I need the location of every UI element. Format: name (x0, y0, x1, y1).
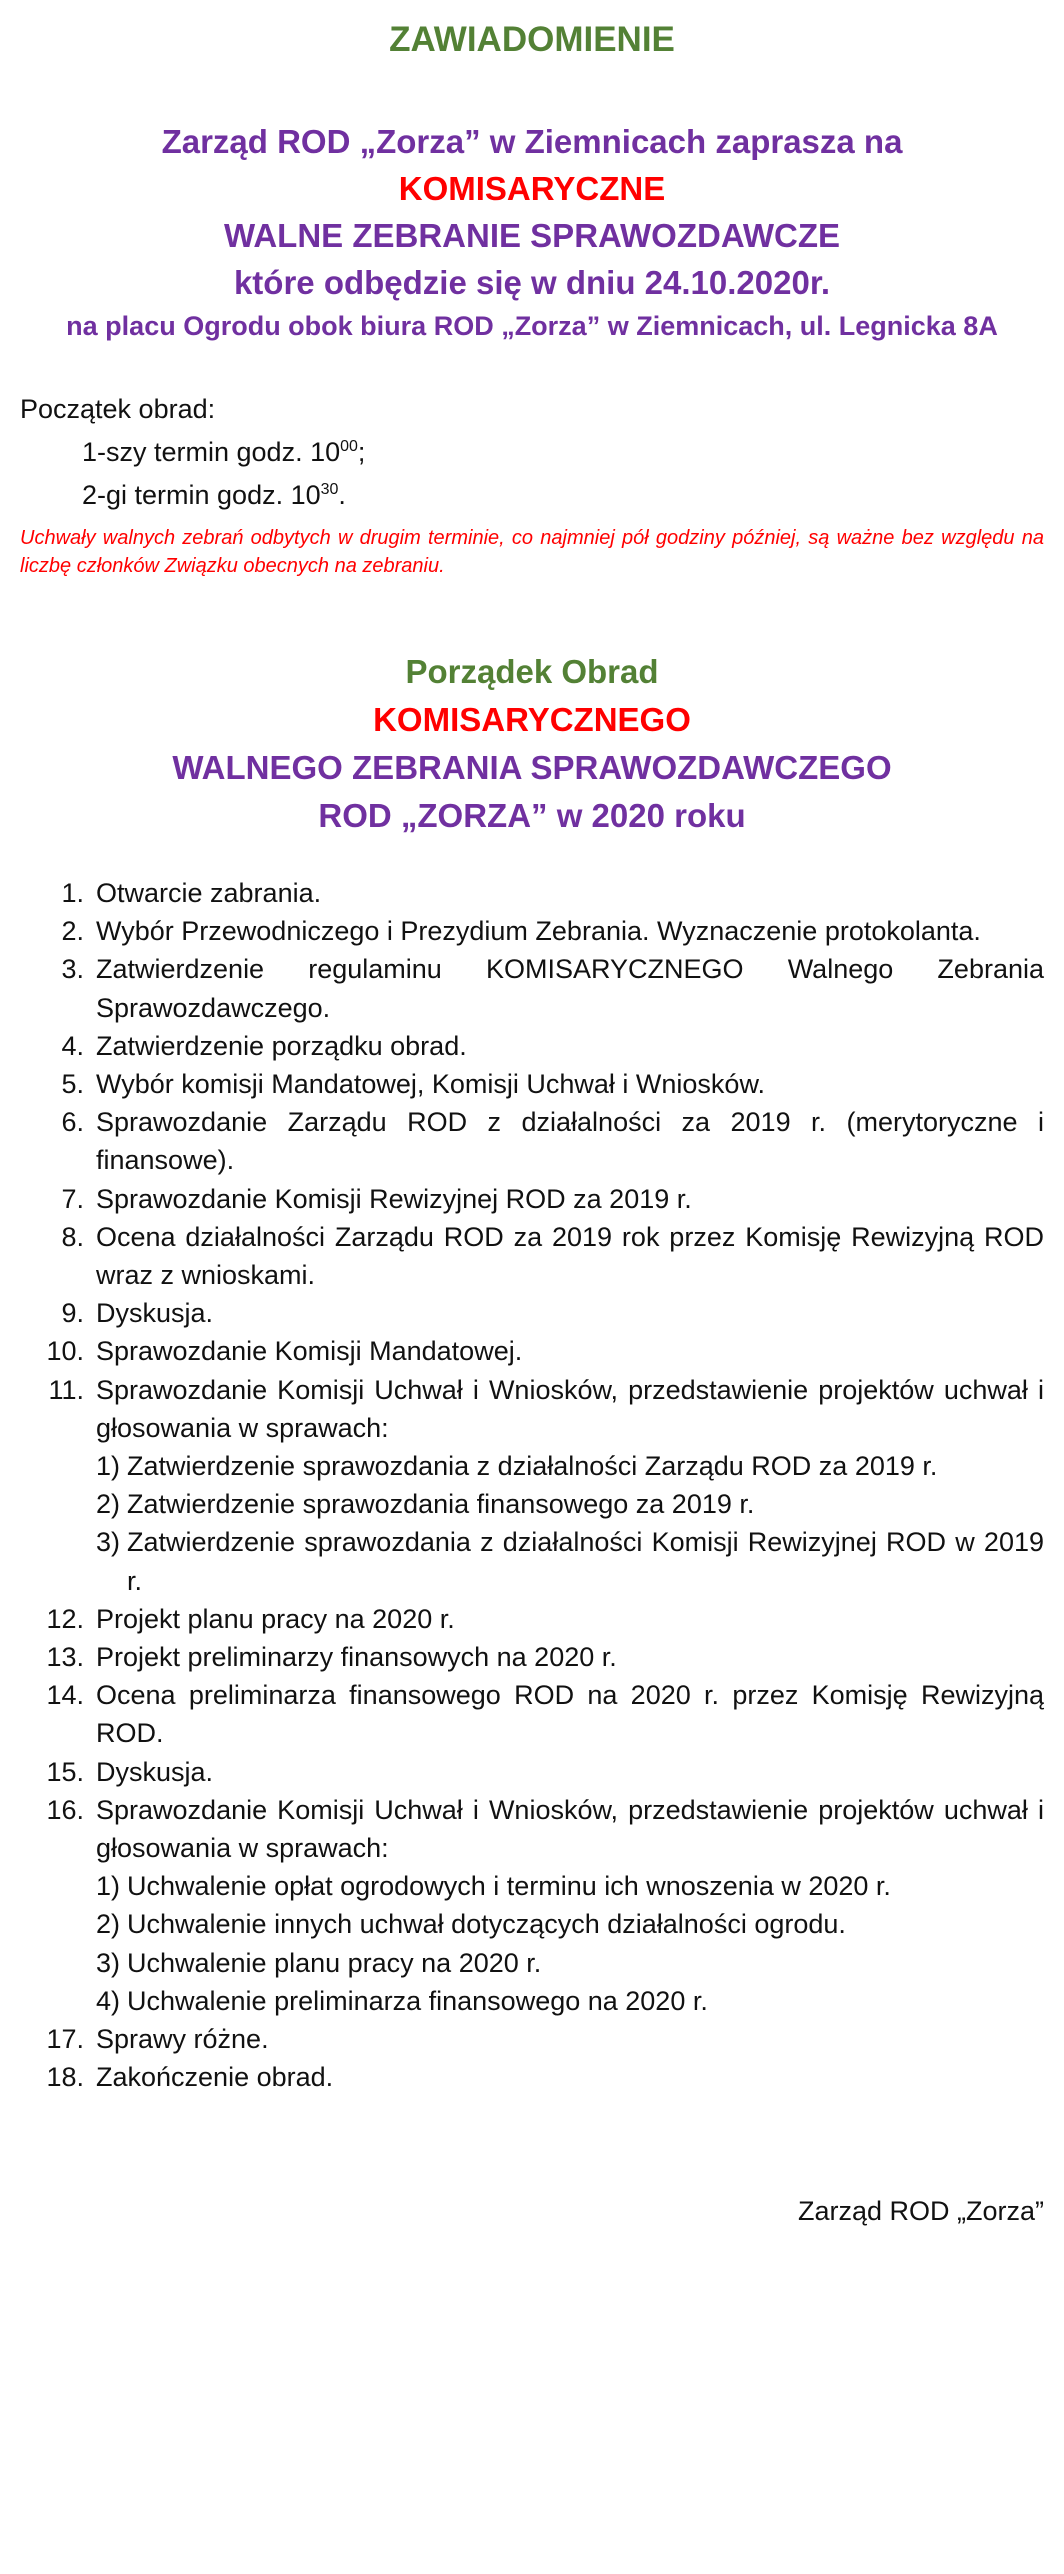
agenda-item-text: Wybór Przewodniczego i Prezydium Zebrania. Wyznaczenie protokolanta. (96, 916, 981, 947)
agenda-item (20, 1791, 1044, 2020)
agenda-item (20, 1371, 1044, 1600)
agenda-komisarycznego: KOMISARYCZNEGO (373, 701, 691, 738)
agenda-subitem-number: 1) (96, 1871, 121, 1902)
agenda-item-number: 6. (61, 1107, 84, 1138)
agenda-item (20, 2058, 1044, 2096)
agenda-meeting-name: WALNEGO ZEBRANIA SPRAWOZDAWCZEGO (172, 749, 892, 786)
agenda-item-number: 8. (61, 1221, 84, 1252)
agenda-subitem (96, 1485, 1044, 1523)
agenda-subitem-number: 4) (96, 1985, 121, 2016)
agenda-item-number: 13. (46, 1642, 84, 1673)
agenda-subitem (96, 1944, 1044, 1982)
first-term-minutes: 00 (340, 438, 358, 455)
quorum-note: Uchwały walnych zebrań odbytych w drugim terminie, co najmniej pół godziny później, są ważne bez względu na liczbę członków Związku obecnych na zebraniu. (20, 527, 1044, 577)
agenda-item-number: 7. (61, 1183, 84, 1214)
agenda-item (20, 1332, 1044, 1370)
start-label: Początek obrad: (20, 394, 216, 424)
agenda-subitem (96, 1523, 1044, 1599)
agenda-subitem-number: 3) (96, 1527, 121, 1558)
agenda-item-number: 1. (61, 878, 84, 908)
invite-line: Zarząd ROD „Zorza” w Ziemnicach zaprasza na (161, 123, 903, 160)
meeting-date: które odbędzie się w dniu 24.10.2020r. (233, 264, 831, 301)
agenda-item-text: Sprawozdanie Komisji Uchwał i Wniosków, przedstawienie projektów uchwał i głosowania w sprawach: (96, 1794, 1044, 1864)
agenda-item-text: Dyskusja. (96, 1756, 214, 1787)
agenda-item-number: 2. (61, 916, 84, 947)
meeting-location: na placu Ogrodu obok biura ROD „Zorza” w Ziemnicach, ul. Legnicka 8A (66, 311, 998, 341)
agenda-item (20, 874, 1044, 912)
agenda-item (20, 950, 1044, 1026)
second-term-end: . (338, 480, 346, 510)
agenda-item-text: Sprawozdanie Komisji Mandatowej. (96, 1336, 523, 1367)
agenda-subitem-number: 2) (96, 1489, 121, 1520)
agenda-item (20, 1676, 1044, 1752)
agenda-sublist (96, 1447, 1044, 1600)
agenda-subitem-number: 2) (96, 1909, 121, 1940)
agenda-subitem-text: Uchwalenie planu pracy na 2020 r. (127, 1947, 542, 1978)
agenda-item-number: 15. (46, 1756, 84, 1787)
agenda-subitem-text: Zatwierdzenie sprawozdania finansowego za 2019 r. (127, 1489, 755, 1520)
agenda-item (20, 1294, 1044, 1332)
agenda-subitem-number: 3) (96, 1947, 121, 1978)
start-section (20, 390, 1044, 514)
agenda-item-text: Sprawozdanie Komisji Rewizyjnej ROD za 2019 r. (96, 1183, 692, 1214)
agenda-list (20, 874, 1044, 2097)
agenda-subitem-text: Uchwalenie preliminarza finansowego na 2020 r. (127, 1985, 708, 2016)
agenda-title: Porządek Obrad (405, 653, 659, 690)
agenda-item-text: Wybór komisji Mandatowej, Komisji Uchwał i Wniosków. (96, 1069, 765, 1100)
meeting-name: WALNE ZEBRANIE SPRAWOZDAWCZE (224, 217, 840, 254)
agenda-item (20, 1600, 1044, 1638)
agenda-item-text: Projekt planu pracy na 2020 r. (96, 1603, 455, 1634)
agenda-item-number: 3. (61, 954, 84, 985)
agenda-item-number: 4. (61, 1030, 84, 1061)
agenda-subitem-text: Uchwalenie innych uchwał dotyczących działalności ogrodu. (127, 1909, 846, 1940)
agenda-subitem (96, 1867, 1044, 1905)
agenda-item (20, 2020, 1044, 2058)
agenda-item-text: Sprawozdanie Zarządu ROD z działalności za 2019 r. (merytoryczne i finansowe). (96, 1107, 1044, 1176)
agenda-item (20, 1753, 1044, 1791)
signature: Zarząd ROD „Zorza” (797, 2196, 1044, 2226)
agenda-subitem-number: 1) (96, 1451, 121, 1482)
second-term-text: 2-gi termin godz. 10 (82, 480, 321, 510)
agenda-item (20, 1027, 1044, 1065)
agenda-subitem-text: Zatwierdzenie sprawozdania z działalności Komisji Rewizyjnej ROD w 2019 r. (127, 1527, 1044, 1596)
agenda-item-text: Dyskusja. (96, 1298, 214, 1329)
second-term-minutes: 30 (320, 481, 339, 498)
agenda-item (20, 1180, 1044, 1218)
agenda-subitem (96, 1982, 1044, 2020)
agenda-item-text: Ocena preliminarza finansowego ROD na 2020 r. przez Komisję Rewizyjną ROD. (96, 1680, 1044, 1749)
document-page (0, 14, 1064, 2574)
agenda-item-text: Zatwierdzenie regulaminu KOMISARYCZNEGO Walnego Zebrania Sprawozdawczego. (96, 954, 1044, 1023)
komisaryczne-label: KOMISARYCZNE (398, 170, 666, 207)
agenda-item (20, 1638, 1044, 1676)
agenda-item-number: 9. (61, 1298, 84, 1329)
agenda-item (20, 1218, 1044, 1294)
agenda-item-number: 12. (46, 1603, 84, 1634)
notice-title: ZAWIADOMIENIE (389, 20, 675, 59)
agenda-item-text: Otwarcie zabrania. (96, 878, 322, 908)
first-term-end: ; (357, 437, 366, 467)
agenda-item-number: 11. (48, 1374, 84, 1405)
agenda-item-text: Ocena działalności Zarządu ROD za 2019 rok przez Komisję Rewizyjną ROD wraz z wnioskami. (96, 1221, 1044, 1291)
agenda-item-number: 14. (46, 1680, 84, 1711)
agenda-item-number: 18. (46, 2062, 84, 2093)
agenda-item (20, 912, 1044, 950)
agenda-item-text: Zatwierdzenie porządku obrad. (96, 1030, 467, 1061)
agenda-header (20, 648, 1044, 840)
agenda-item-number: 10. (46, 1336, 84, 1367)
second-term (20, 471, 1044, 514)
agenda-subitem-text: Zatwierdzenie sprawozdania z działalności Zarządu ROD za 2019 r. (127, 1451, 938, 1482)
agenda-subitem (96, 1905, 1044, 1943)
agenda-item-number: 17. (46, 2024, 84, 2055)
agenda-item-text: Sprawy różne. (96, 2024, 269, 2055)
agenda-subtitle: ROD „ZORZA” w 2020 roku (318, 797, 746, 834)
first-term (20, 428, 1044, 471)
agenda-item (20, 1065, 1044, 1103)
agenda-item-text: Projekt preliminarzy finansowych na 2020 r. (96, 1642, 617, 1673)
agenda-item-text: Zakończenie obrad. (96, 2062, 334, 2093)
agenda-subitem (96, 1447, 1044, 1485)
agenda-item-number: 5. (61, 1069, 84, 1100)
agenda-subitem-text: Uchwalenie opłat ogrodowych i terminu ich wnoszenia w 2020 r. (127, 1871, 891, 1902)
first-term-text: 1-szy termin godz. 10 (82, 437, 341, 467)
agenda-item-text: Sprawozdanie Komisji Uchwał i Wniosków, przedstawienie projektów uchwał i głosowania w sprawach: (96, 1374, 1044, 1443)
invitation-block (20, 118, 1044, 346)
agenda-sublist (96, 1867, 1044, 2020)
agenda-item-number: 16. (46, 1794, 84, 1825)
agenda-item (20, 1103, 1044, 1179)
